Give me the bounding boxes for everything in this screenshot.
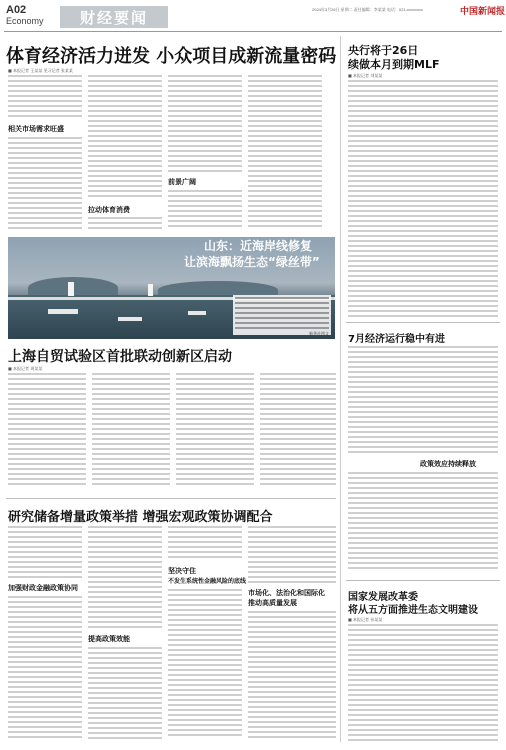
photo-credit: 新华社图文: [309, 331, 329, 336]
section-banner: 财经要闻: [60, 6, 168, 28]
header-rule: [4, 31, 502, 32]
lead-headline: 体育经济活力迸发 小众项目成新流量密码: [6, 46, 337, 67]
policy-col2-bottom: [88, 647, 162, 742]
policy-col1-bottom: [8, 596, 82, 742]
sidebar-headline-2: 续做本月到期MLF: [348, 58, 440, 71]
column-divider: [340, 36, 341, 742]
policy-subhead-6: 推动高质量发展: [248, 599, 297, 607]
ftz-headline: 上海自贸试验区首批联动创新区启动: [8, 349, 232, 365]
photo-caption: [233, 295, 331, 335]
sidebar-divider-1: [346, 322, 500, 323]
sidebar-byline-4: ■ 本报记者 孙某某: [348, 617, 383, 622]
policy-col3-top: [168, 526, 242, 564]
section-label: Economy: [6, 16, 44, 26]
policy-subhead-1: 加强财政金融政策协同: [8, 584, 78, 592]
lead-col4: [248, 75, 322, 233]
policy-col2-top: [88, 526, 162, 632]
sidebar-headline-4a: 国家发展改革委: [348, 592, 418, 603]
news-photo: [8, 237, 335, 339]
lead-col2-bottom: [88, 217, 162, 233]
sidebar-headline-1: 央行将于26日: [348, 44, 419, 57]
lead-col1-bottom: [8, 137, 82, 233]
policy-headline: 研究储备增量政策举措 增强宏观政策协调配合: [8, 510, 273, 525]
policy-col3-bottom: [168, 589, 242, 742]
ftz-col2: [92, 373, 170, 491]
lead-col1-top: [8, 75, 82, 121]
lead-subhead-2: 拉动体育消费: [88, 206, 130, 214]
sidebar-story-2-text: [348, 346, 498, 458]
policy-subhead-3: 坚决守住: [168, 567, 196, 575]
page-number: A02: [6, 4, 27, 16]
lead-col3-top: [168, 75, 242, 175]
lead-col2-top: [88, 75, 162, 203]
sidebar-headline-3: 7月经济运行稳中有进: [348, 334, 445, 345]
sidebar-headline-4b: 将从五方面推进生态文明建设: [348, 605, 478, 616]
photo-title-2: 让滨海飘扬生态“绿丝带”: [184, 255, 320, 269]
policy-subhead-5: 市场化、法治化和国际化: [248, 589, 325, 597]
sidebar-story-1-text: [348, 80, 498, 320]
sidebar-story-2-text-b: [348, 472, 498, 572]
section-divider: [6, 498, 336, 499]
ftz-col4: [260, 373, 336, 491]
header-meta: 2024年3月26日 星期二 责任编辑：李某某 电话：021-xxxxxxxx: [312, 7, 423, 12]
sidebar-byline: ■ 本报记者 刘某某: [348, 73, 383, 78]
lead-subhead-1: 相关市场需求旺盛: [8, 125, 64, 133]
masthead: 中国新闻报: [460, 7, 506, 17]
ftz-col1: [8, 373, 86, 491]
page-header-left: [6, 4, 62, 30]
policy-col1-top: [8, 526, 82, 581]
policy-col4-bottom: [248, 611, 336, 742]
ftz-byline: ■ 本报记者 周某某: [8, 366, 43, 371]
sidebar-story-3-text: [348, 624, 498, 744]
policy-subhead-2: 提高政策效能: [88, 635, 130, 643]
lead-byline: ■ 本报记者 王某某 见习记者 张某某: [8, 68, 73, 73]
policy-col4-top: [248, 526, 336, 586]
policy-subhead-4: 不发生系统性金融风险的底线: [168, 578, 247, 585]
lead-col3-bottom: [168, 190, 242, 233]
ftz-col3: [176, 373, 254, 491]
lead-subhead-3: 前景广阔: [168, 178, 196, 186]
photo-title-1: 山东：近海岸线修复: [204, 239, 313, 253]
sidebar-subhead-1: 政策效应持续释放: [420, 460, 476, 468]
sidebar-divider-2: [346, 580, 500, 581]
